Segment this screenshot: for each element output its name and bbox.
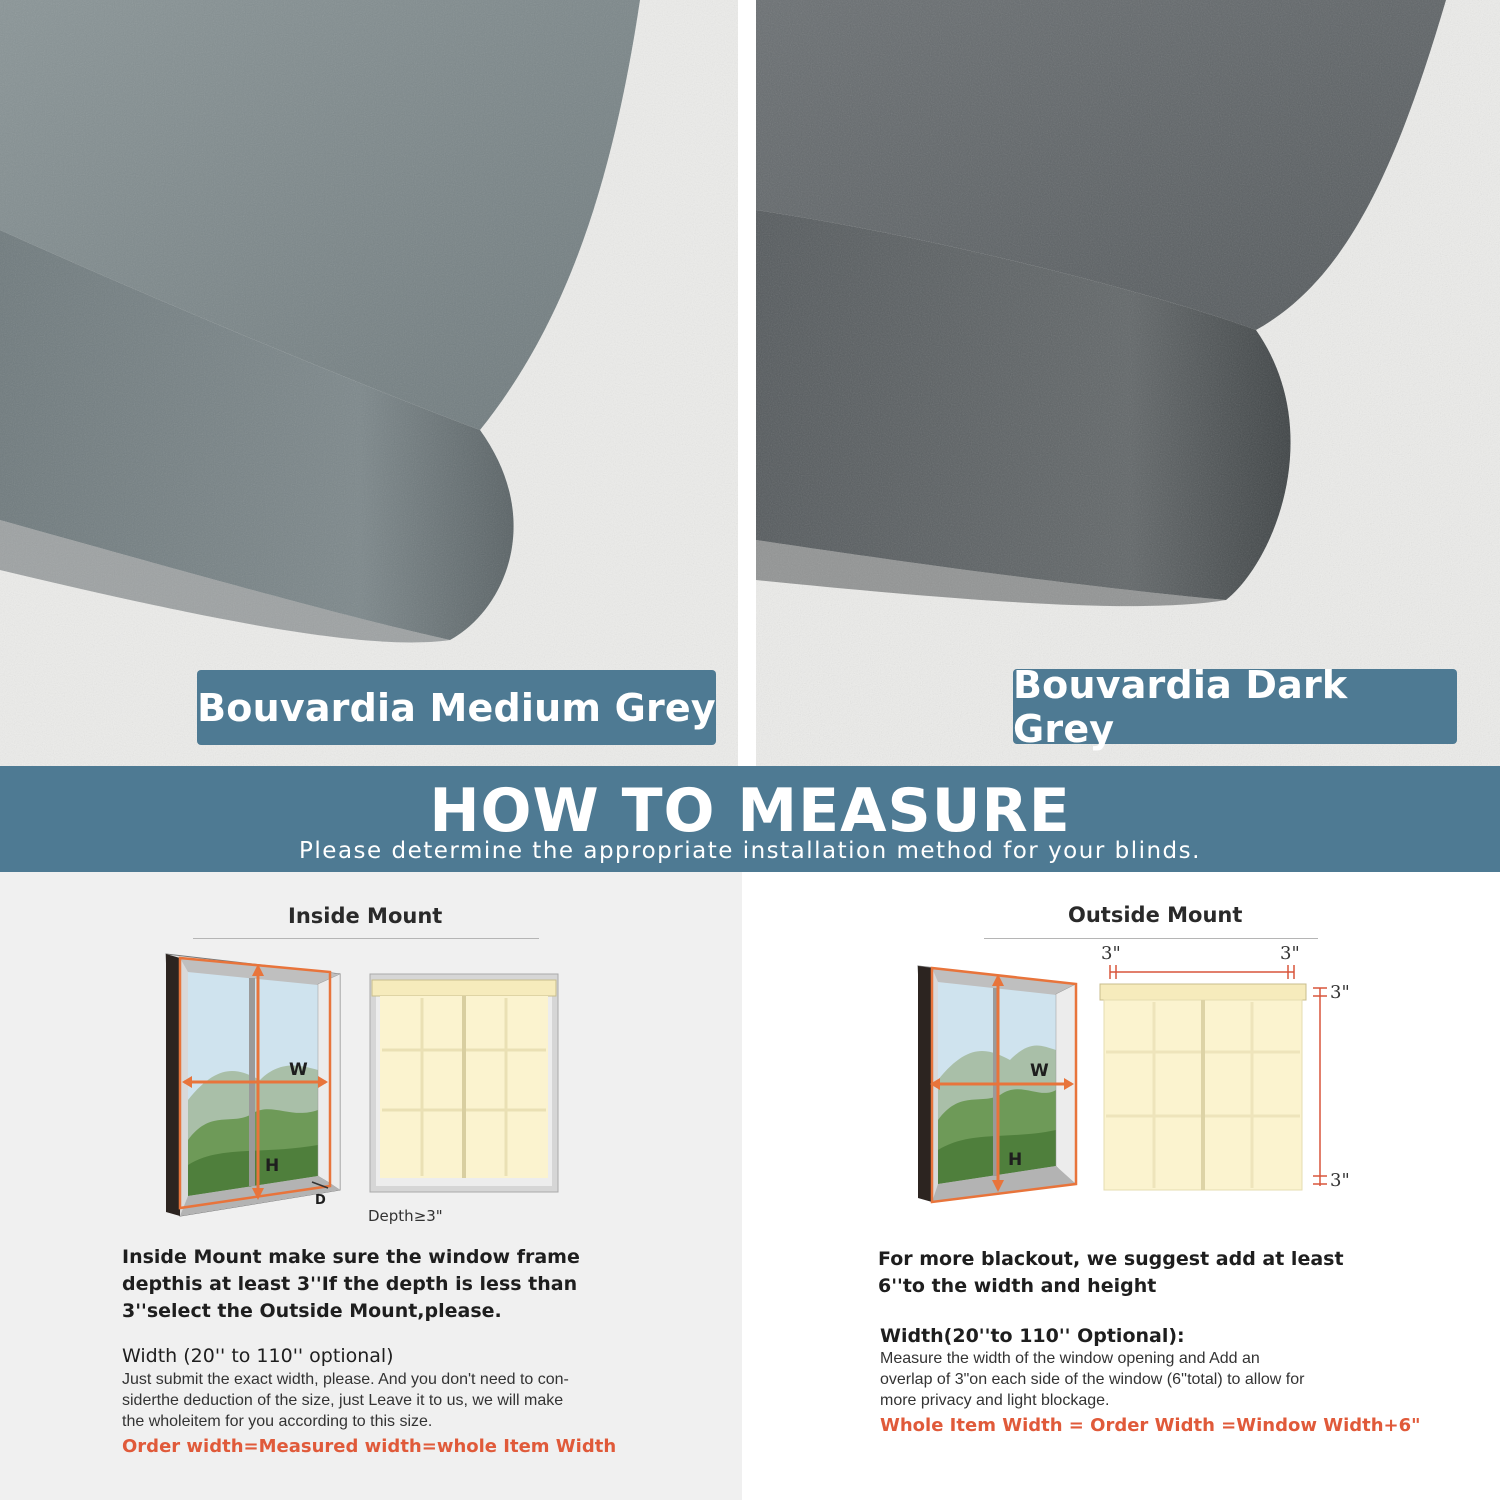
inside-desc-2: depthis at least 3''If the depth is less than [122, 1273, 578, 1295]
inside-desc-3: 3''select the Outside Mount,please. [122, 1300, 502, 1322]
banner-title: HOW TO MEASURE [429, 776, 1071, 846]
outside-formula: Whole Item Width = Order Width =Window Width+6" [880, 1415, 1421, 1436]
dark-grey-photo [756, 0, 1500, 766]
outside-width-text-3: more privacy and light blockage. [880, 1392, 1110, 1409]
medium-grey-label: Bouvardia Medium Grey [197, 670, 716, 745]
inside-width-text-1: Just submit the exact width, please. And you don't need to con- [122, 1371, 569, 1388]
banner-subtitle: Please determine the appropriate installation method for your blinds. [299, 838, 1201, 864]
inside-depth-label: Depth≥3" [368, 1207, 443, 1225]
inside-width-heading: Width (20'' to 110'' optional) [122, 1345, 394, 1367]
outside-h-label: H [1008, 1150, 1023, 1170]
photo-divider [738, 0, 756, 766]
outside-bottom-dim: 3" [1330, 1170, 1350, 1191]
outside-width-text-1: Measure the width of the window opening and Add an [880, 1350, 1260, 1367]
outside-mount-title: Outside Mount [1068, 903, 1243, 927]
inside-mount-diagram [160, 950, 570, 1230]
inside-width-text-2: siderthe deduction of the size, just Leave it to us, we will make [122, 1392, 564, 1409]
outside-w-label: W [1030, 1061, 1049, 1081]
inside-w-label: W [289, 1060, 308, 1080]
outside-left-dim: 3" [1101, 943, 1121, 964]
inside-formula: Order width=Measured width=whole Item Width [122, 1436, 617, 1457]
dark-grey-label: Bouvardia Dark Grey [1013, 669, 1457, 744]
medium-grey-photo [0, 0, 738, 766]
outside-mount-rule [984, 938, 1318, 939]
inside-desc-1: Inside Mount make sure the window frame [122, 1246, 580, 1268]
outside-width-heading: Width(20''to 110'' Optional): [880, 1325, 1185, 1347]
inside-d-label: D [315, 1193, 326, 1208]
inside-h-label: H [265, 1156, 280, 1176]
outside-right-dim: 3" [1280, 943, 1300, 964]
outside-mount-diagram [910, 940, 1350, 1210]
how-to-measure-banner [0, 766, 1500, 872]
outside-top-dim: 3" [1330, 982, 1350, 1003]
outside-width-text-2: overlap of 3"on each side of the window (6''total) to allow for [880, 1371, 1305, 1388]
outside-desc-1: For more blackout, we suggest add at least [878, 1248, 1344, 1270]
inside-mount-title: Inside Mount [288, 904, 443, 928]
inside-width-text-3: the wholeitem for you according to this size. [122, 1413, 433, 1430]
outside-desc-2: 6''to the width and height [878, 1275, 1157, 1297]
inside-mount-rule [193, 938, 539, 939]
